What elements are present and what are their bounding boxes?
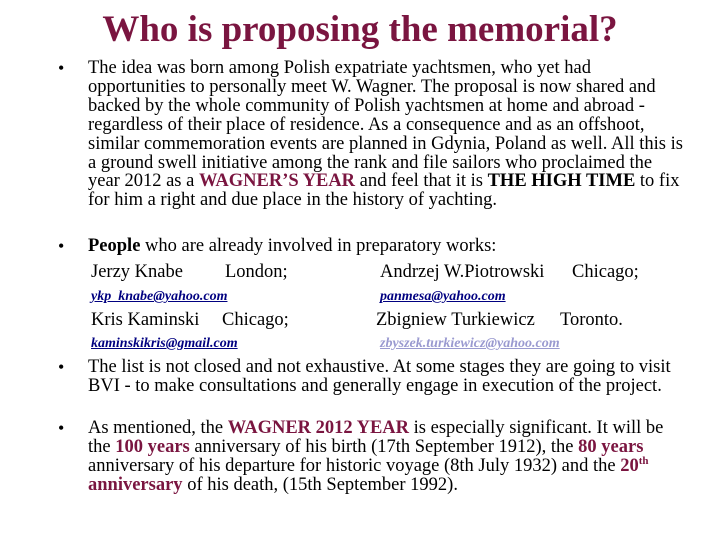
bullet-icon: • <box>58 418 65 438</box>
contact-city: Chicago; <box>222 310 289 330</box>
paragraph-origin <box>88 59 688 210</box>
anniversary-highlight: anniversary <box>88 474 183 495</box>
high-time-highlight: THE HIGH TIME <box>487 171 636 192</box>
contact-email-link[interactable]: panmesa@yahoo.com <box>380 289 506 304</box>
bullet-icon: • <box>58 357 65 377</box>
contact-name: Andrzej W.Piotrowski <box>380 262 545 282</box>
paragraph-wagner-year <box>88 419 688 495</box>
wagner-text-3: anniversary of his birth (17th September 1912), the <box>189 436 579 457</box>
bullet-icon: • <box>58 236 65 256</box>
twentieth-highlight <box>620 456 648 476</box>
origin-text-1: The idea was born among Polish expatriate yachtsmen, who yet had opportunities to personally meet W. Wagner. The proposal is now shared and backed by the whole community of Polish yachtsmen at home and abroad - regardless of their place of residence. As a consequence and as an offshoot, similar commemoration events are planned in Gdynia, Poland as well. All this is a ground swell initiative among the rank and file sailors who proclaimed the year 2012 as a <box>88 58 683 192</box>
origin-text-2: and feel that it is <box>355 171 488 192</box>
wagners-year-highlight: WAGNER’S YEAR <box>198 171 356 192</box>
contact-email-link[interactable]: ykp_knabe@yahoo.com <box>91 289 228 304</box>
wagner-text-4: anniversary of his departure for historic voyage (8th July 1932) and the <box>88 455 621 476</box>
wagner-text-1: As mentioned, the <box>88 418 228 438</box>
contact-name: Kris Kaminski <box>91 310 200 330</box>
twentieth-number: 20 <box>620 455 639 476</box>
contact-city: London; <box>225 262 288 282</box>
origin-text-3: to fix for him a right and due place in the history of yachting. <box>88 171 680 211</box>
twentieth-suffix: th <box>638 454 649 467</box>
contact-email-link[interactable]: zbyszek.turkiewicz@yahoo.com <box>380 336 560 351</box>
hundred-years-highlight: 100 years <box>115 436 190 457</box>
contact-email-link[interactable]: kaminskikris@gmail.com <box>91 336 238 351</box>
eighty-years-highlight: 80 years <box>578 436 644 457</box>
paragraph-people <box>88 237 688 256</box>
contact-city: Chicago; <box>572 262 639 282</box>
people-lead: People <box>88 236 141 256</box>
bullet-icon: • <box>58 58 65 78</box>
contact-city: Toronto. <box>560 310 623 330</box>
people-text: who are already involved in preparatory works: <box>140 236 497 256</box>
wagner-2012-year-highlight: WAGNER 2012 YEAR <box>227 418 410 438</box>
paragraph-list: The list is not closed and not exhaustive. At some stages they are going to visit BVI - to make consultations and generally engage in execution of the project. <box>88 357 671 396</box>
page-title: Who is proposing the memorial? <box>102 9 618 50</box>
contact-name: Zbigniew Turkiewicz <box>376 310 535 330</box>
contact-name: Jerzy Knabe <box>91 262 183 282</box>
wagner-text-5: of his death, (15th September 1992). <box>182 474 458 495</box>
wagner-text-2: is especially significant. It will be the <box>88 418 664 457</box>
